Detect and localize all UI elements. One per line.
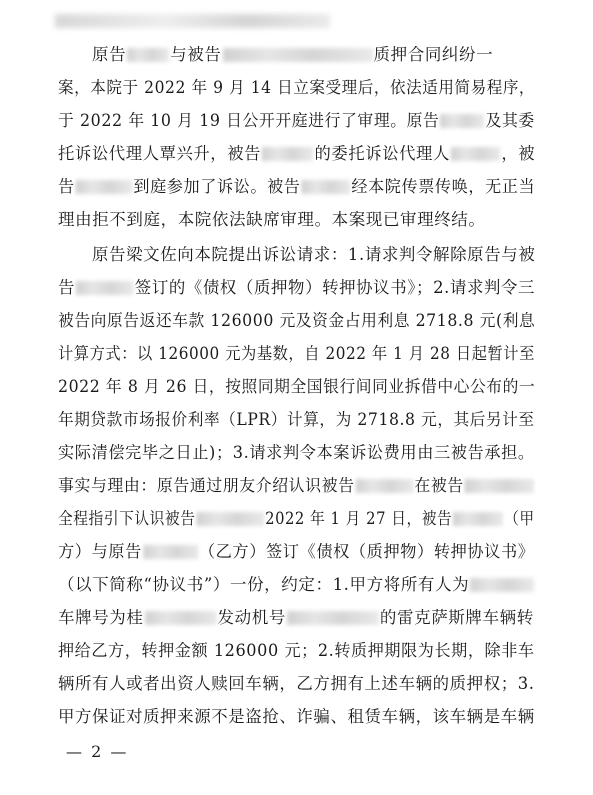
text-line-8: [58, 277, 535, 299]
text-segment: 案，本院于 2022 年 9 月 14 日立案受理后，依法适用简易程序，: [58, 78, 536, 97]
text-line-17: [58, 574, 535, 596]
text-segment: 2022 年 8 月 26 日，按照同期全国银行间同业拆借中心公布的一: [58, 377, 536, 396]
redaction: [143, 545, 198, 559]
text-segment: 质押合同纠纷一: [373, 45, 494, 64]
redaction: [196, 512, 264, 526]
text-segment: 告: [58, 177, 75, 196]
text-segment: 经本院传票传唤，无正当: [351, 177, 536, 196]
text-segment: 原告: [92, 45, 127, 64]
text-segment: 实际清偿完毕之日止)；3.请求判令本案诉讼费用由三被告承担。: [58, 443, 535, 462]
redaction: [470, 578, 534, 592]
text-segment: 甲方保证对质押来源不是盗抢、诈骗、租赁车辆，该车辆是车辆: [58, 707, 535, 726]
redaction: [76, 281, 134, 295]
redaction: [145, 611, 217, 625]
text-segment: 签订的《债权（质押物）转押协议书》；2.请求判令三: [134, 278, 536, 297]
text-line-20: [58, 673, 535, 695]
redaction: [76, 180, 133, 194]
text-segment: 原告梁文佐向本院提出诉讼请求：1.请求判令解除原告与被: [92, 245, 536, 264]
redaction: [262, 147, 313, 161]
text-segment: 押给乙方，转押金额 126000 元；2.转质押期限为长期，除非车: [58, 641, 535, 660]
text-segment: （以下简称“协议书”）一份，约定：1.甲方将所有人为: [58, 575, 470, 594]
text-segment: （甲: [504, 509, 535, 528]
text-line-15: [58, 508, 535, 530]
text-segment: 与被告: [170, 45, 222, 64]
redaction: [440, 114, 484, 128]
redaction: [451, 147, 500, 161]
text-segment: 年期贷款市场报价利率（LPR）计算，为 2718.8 元，其后另计至: [58, 410, 535, 429]
page-number: — 2 —: [66, 742, 129, 761]
text-line-9: [58, 310, 535, 332]
text-line-14: [58, 475, 535, 497]
text-segment: 于 2022 年 10 月 19 日公开开庭进行了审理。原告: [58, 111, 440, 130]
redaction: [223, 48, 373, 62]
text-segment: 理由拒不到庭，本院依法缺席审理。本案现已审理终结。: [58, 210, 486, 229]
text-segment: 在被告: [414, 476, 464, 495]
text-line-18: [58, 607, 534, 629]
text-segment: 到庭参加了诉讼。被告: [133, 177, 301, 196]
text-segment: 方）与原告: [58, 542, 142, 561]
text-segment: 的委托诉讼代理人: [314, 144, 450, 163]
redaction: [356, 479, 414, 493]
text-segment: （乙方）签订《债权（质押物）转押协议书》: [198, 542, 535, 561]
text-line-19: [58, 640, 535, 662]
text-segment: 及其委: [485, 111, 535, 130]
text-line-10: [58, 343, 535, 365]
text-line-3: [58, 110, 535, 132]
text-segment: 事实与理由：原告通过朋友介绍认识被告: [58, 476, 355, 495]
text-line-6: [58, 209, 486, 231]
text-segment: 发动机号: [217, 608, 286, 627]
redaction: [453, 512, 503, 526]
text-segment: 辆所有人或者出资人赎回车辆，乙方拥有上述车辆的质押权；3.: [58, 674, 535, 693]
redaction: [302, 180, 351, 194]
text-line-2: [58, 77, 535, 99]
text-line-7: [92, 244, 535, 266]
text-line-11: [58, 376, 535, 398]
text-line-5: [58, 176, 535, 198]
redacted-header: [55, 14, 330, 28]
text-segment: 托诉讼代理人覃兴升，被告: [58, 144, 262, 163]
redaction: [287, 611, 379, 625]
text-segment: 2022 年 1 月 27 日，被告: [265, 509, 453, 528]
text-segment: 车牌号为桂: [58, 608, 144, 627]
text-segment: 计算方式：以 126000 元为基数，自 2022 年 1 月 28 日起暂计至: [58, 344, 535, 363]
text-line-12: [58, 409, 535, 431]
text-segment: 的雷克萨斯牌车辆转: [379, 608, 534, 627]
text-segment: 全程指引下认识被告: [58, 509, 196, 528]
text-segment: 告: [58, 278, 76, 297]
text-line-4: [58, 143, 535, 165]
text-line-13: [58, 442, 535, 464]
text-line-1: [92, 44, 493, 66]
redaction: [127, 48, 169, 62]
text-line-21: [58, 706, 535, 728]
text-segment: 被告向原告返还车款 126000 元及资金占用利息 2718.8 元(利息: [58, 311, 536, 330]
redaction: [465, 479, 534, 493]
text-line-16: [58, 541, 535, 563]
text-segment: ，被: [501, 144, 536, 163]
